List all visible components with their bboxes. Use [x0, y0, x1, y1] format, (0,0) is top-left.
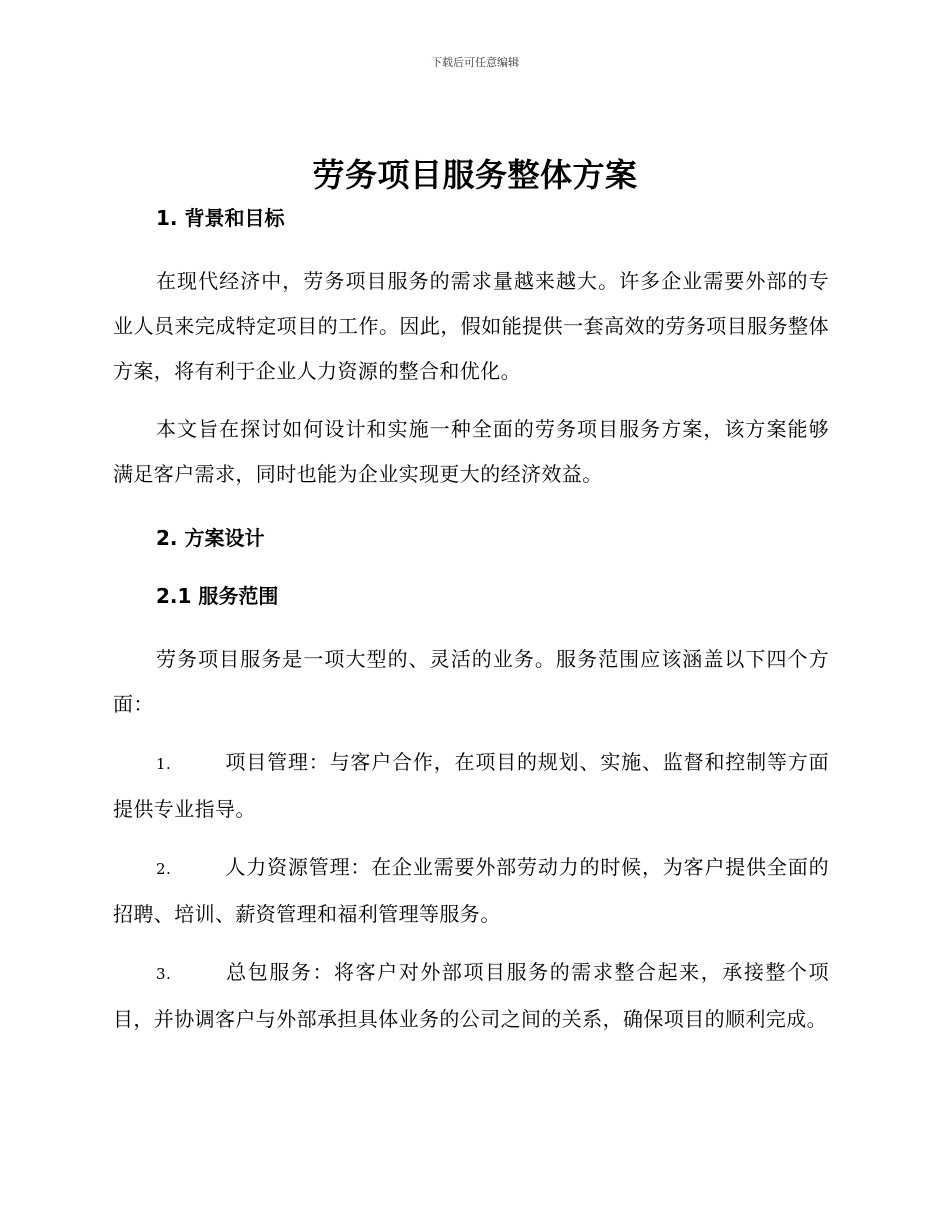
list-item: [113, 845, 829, 937]
list-item-text: 总包服务：将客户对外部项目服务的需求整合起来，承接整个项目，并协调客户与外部承担具体业务的公司之间的关系，确保项目的顺利完成。: [113, 960, 829, 1031]
list-item-number: 1.: [156, 755, 172, 773]
document-body: [113, 203, 829, 1042]
section-1-paragraph-2: 本文旨在探讨如何设计和实施一种全面的劳务项目服务方案，该方案能够满足客户需求，同时也能为企业实现更大的经济效益。: [113, 417, 829, 486]
list-item-number: 3.: [156, 965, 172, 983]
section-1-heading: 1. 背景和目标: [156, 206, 285, 230]
header-note: 下载后可任意编辑: [431, 56, 519, 69]
section-2-1-intro: 劳务项目服务是一项大型的、灵活的业务。服务范围应该涵盖以下四个方面：: [113, 647, 829, 716]
list-item-number: 2.: [156, 860, 172, 878]
list-item: [113, 740, 829, 832]
list-item-text: 项目管理：与客户合作，在项目的规划、实施、监督和控制等方面提供专业指导。: [113, 750, 829, 821]
section-1-paragraph-1: 在现代经济中，劳务项目服务的需求量越来越大。许多企业需要外部的专业人员来完成特定项目的工作。因此，假如能提供一套高效的劳务项目服务整体方案，将有利于企业人力资源的整合和优化。: [113, 269, 829, 383]
list-item-text: 人力资源管理：在企业需要外部劳动力的时候，为客户提供全面的招聘、培训、薪资管理和福利管理等服务。: [113, 855, 829, 926]
document-title: 劳务项目服务整体方案: [312, 156, 638, 194]
section-2-1-heading: 2.1 服务范围: [156, 584, 279, 608]
list-item: [113, 950, 829, 1042]
section-2-heading: 2. 方案设计: [156, 526, 265, 550]
